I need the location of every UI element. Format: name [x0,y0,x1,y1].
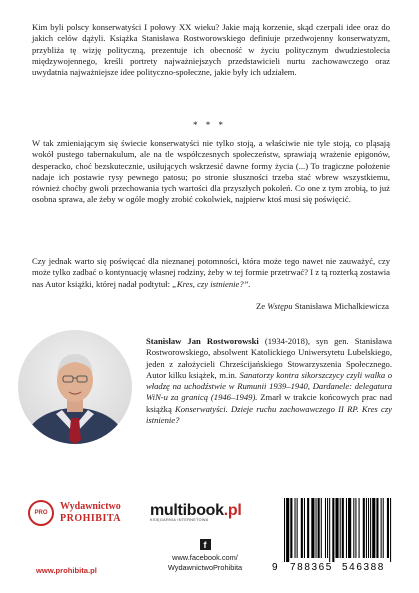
barcode-bar [355,498,356,558]
barcode-bar [390,498,391,562]
barcode-bar [290,498,292,558]
section-separator: * * * [193,120,226,130]
barcode-bar [329,498,330,562]
isbn-group-2: 546388 [342,562,385,573]
barcode-bar [321,498,322,558]
barcode-bar [327,498,328,558]
isbn-barcode [272,498,394,576]
author-name: Stanisław Jan Rostworowski [146,336,259,346]
publisher-name-line-1: Wydawnictwo [60,501,121,512]
source-prefix: Ze [256,301,266,311]
quote-paragraph-1: W tak zmieniającym się świecie konserwatyści nie tylko stoją, a właściwie nie tyle stoją, co pląsają wokół pustego tabernakulum, ale na tle współczesnych społeczeństw, sprawiają wrażenie epigonów, desperacko, choć bezskutecznie, usiłujących wskrzesić dawne formy życia (...) To tragiczne położenie nadaje ich postawie rysy pewnego patosu; po stronie słuszności trzeba stać wbrew wszystkiemu, również choćby gwoli przechowania tych wartości dla przyszłych pokoleń. Co one z tym zrobią, to już osobna sprawa, ale żeby w ogóle mogły zrobić cokolwiek, najpierw ktoś musi się poświęcić. [32,138,390,205]
quote-paragraph-2-text: Czy jednak warto się poświęcać dla nieznanej potomności, która może tego nawet nie zauważyć, czy może tylko zadbać o kontynuację własnej rodziny, żeby w tej formie przetrwać? I z tą rozterką zostawia nas Autor książki, której nadał podtytuł: [32,256,390,289]
publisher-url: www.prohibita.pl [36,566,97,575]
barcode-bar [372,498,375,558]
quote-source [256,301,389,312]
source-author: Stanisława Michalkiewicza [294,301,389,311]
multibook-logo [150,502,260,532]
publisher-seal-icon: PRO [28,500,54,526]
author-portrait [18,330,132,444]
barcode-bar [348,498,351,558]
barcode-bar [335,498,338,558]
barcode-bars [272,498,394,562]
barcode-bar [295,498,296,558]
barcode-bar [332,498,334,562]
barcode-bar [297,498,298,558]
isbn-group-1: 788365 [290,562,333,573]
barcode-bar [366,498,367,558]
author-bio-text-2: Zmarł w trakcie końcowych prac nad książką [146,392,392,414]
barcode-bar [387,498,389,558]
barcode-bar [353,498,354,558]
barcode-bar [376,498,378,558]
barcode-bar [307,498,309,558]
isbn-number [272,560,394,576]
author-book-1: Sanatorzy kontra sikorszczycy czyli walka o władzę na uchodźstwie w Rumunii 1939–1940, Dardanele: delegatura WiN-u za granicą (1946–1949). [146,369,392,403]
author-bio [146,336,392,426]
barcode-bar [359,498,360,558]
multibook-name: multibook [150,502,224,519]
barcode-bar [381,498,382,558]
author-photo-illustration [18,330,132,444]
source-work: Wstępu [267,301,293,311]
barcode-bar [318,498,320,558]
barcode-bar [286,498,289,562]
barcode-bar [340,498,341,558]
subtitle-quote: „Kres, czy istnienie?”. [172,278,251,289]
barcode-bar [284,498,285,562]
barcode-bar [325,498,326,558]
quote-paragraph-2 [32,256,390,290]
barcode-bar [342,498,344,558]
isbn-first-digit: 9 [272,562,278,573]
barcode-bar [304,498,305,558]
barcode-bar [383,498,384,558]
facebook-info [150,539,260,572]
facebook-url-line-1: www.facebook.com/ [172,553,238,562]
barcode-bar [363,498,365,558]
publisher-logo [28,500,148,540]
facebook-url-line-2: WydawnictwoProhibita [167,562,243,572]
barcode-bar [368,498,369,558]
barcode-bar [311,498,314,558]
barcode-bar [301,498,303,558]
multibook-suffix: .pl [223,502,242,519]
barcode-bar [370,498,371,558]
multibook-tagline: KSIĘGARNIA INTERNETOWA [150,518,209,522]
author-book-2: Konserwatyści. Dzieje ruchu zachowawczego II RP. Kres czy istnienie? [146,403,392,426]
publisher-name-line-2: PROHIBITA [60,513,121,524]
intro-paragraph: Kim byli polscy konserwatyści I połowy XX wieku? Jakie mają korzenie, skąd czerpali idee oraz do jakich celów dążyli. Książka Stanisława Rostworowskiego definiuje przedwojenny konserwatyzm, przybliża tę wizję polityczną, prezentuje ich obecność w życiu politycznym dwudziestolecia międzywojennego, kreśli portrety najważniejszych przedstawicieli nurtu zachowawczego oraz uwydatnia najważniejsze idee polityczno-społeczne, jakie były ich udziałem. [32,22,390,78]
facebook-icon: f [200,539,211,550]
author-bio-text-1: (1934-2018), syn gen. Stanisława Rostworowskiego, absolwent Katolickiego Uniwersytetu Lubelskiego, jeden z założycieli Chrześcijańskiego Stowarzyszenia Społecznego. Autor kilku książek, m.in. [146,336,392,380]
barcode-bar [346,498,347,558]
barcode-bar [316,498,317,558]
